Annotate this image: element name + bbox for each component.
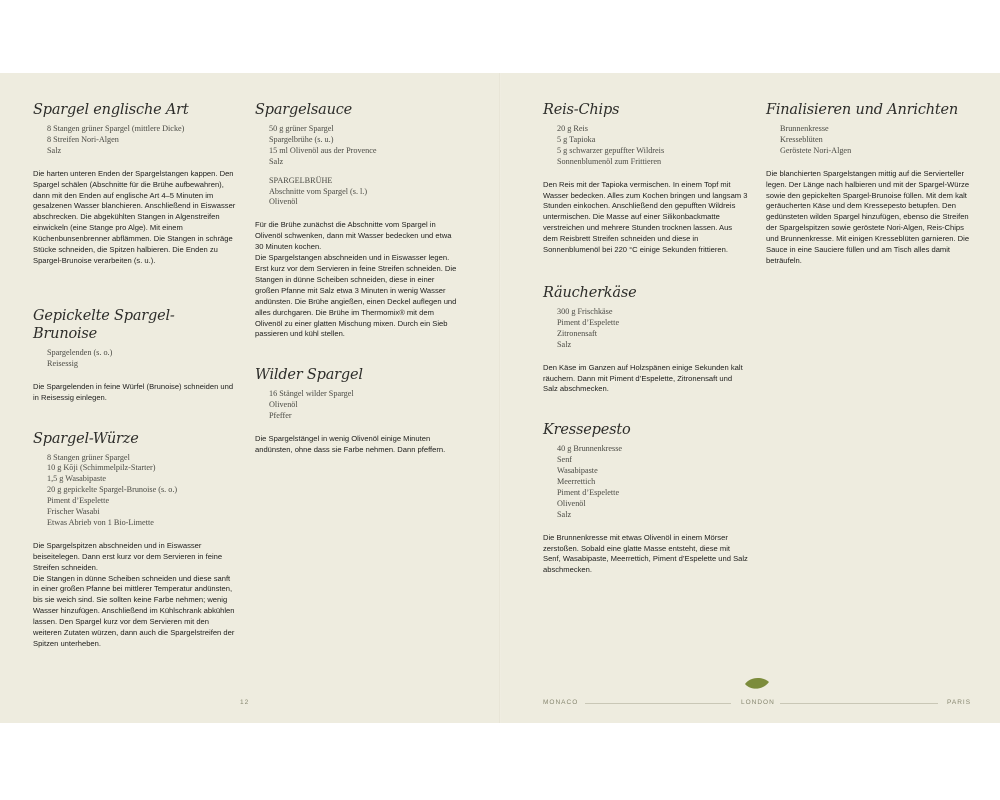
section-spargelsauce <box>255 101 460 340</box>
ingredient: 16 Stängel wilder Spargel <box>269 389 354 399</box>
instructions: Die Spargelenden in feine Würfel (Brunoise) schneiden und in Reisessig einlegen. <box>33 381 234 402</box>
section-title: Reis-Chips <box>543 102 620 118</box>
ingredient: Wasabipaste <box>557 466 598 476</box>
ingredient: Meerrettich <box>557 477 596 487</box>
ingredient: Etwas Abrieb von 1 Bio-Limette <box>47 517 154 527</box>
sub-ingredient-list <box>269 187 460 209</box>
ingredient: Olivenöl <box>557 498 586 508</box>
section-title: Räucherkäse <box>543 284 637 301</box>
sub-heading: SPARGELBRÜHE <box>269 175 333 185</box>
column-2 <box>255 101 460 456</box>
page-gutter <box>499 73 501 723</box>
ingredient: 20 g Reis <box>557 124 588 133</box>
ingredient: Salz <box>269 156 284 166</box>
ingredient: Senf <box>557 455 573 465</box>
ingredient: Salz <box>557 339 572 349</box>
ingredient: 20 g gepickelte Spargel-Brunoise (s. o.) <box>47 485 178 495</box>
section-spargel-wuerze <box>33 430 238 650</box>
ingredient: 8 Stangen grüner Spargel (mittlere Dicke) <box>47 124 185 133</box>
leaf-icon <box>744 676 770 692</box>
ingredient: Salz <box>557 509 572 519</box>
ingredient-list <box>269 389 460 422</box>
ingredient: 50 g grüner Spargel <box>269 124 334 133</box>
footer-london: LONDON <box>741 699 775 706</box>
section-title: Spargel englische Art <box>33 102 189 118</box>
section-wilder-spargel <box>255 366 460 456</box>
section-title: Spargel-Würze <box>33 430 139 447</box>
ingredient: 8 Stangen grüner Spargel <box>47 452 130 462</box>
page-number: 12 <box>240 699 250 706</box>
ingredient-list <box>47 124 238 157</box>
ingredient: Sonnenblumenöl zum Frittieren <box>557 156 662 166</box>
ingredient: Frischer Wasabi <box>47 507 100 517</box>
ingredient-list <box>47 453 238 529</box>
section-gepickelte-brunoise <box>33 307 238 404</box>
instructions: Die harten unteren Enden der Spargelstangen kappen. Den Spargel schälen (Abschnitte für die Brühe aufbewahren), dann mit den Enden auf englische Art 4–5 Minuten im gesalzenen Wasser blanchieren. Anschließend in Eiswasser abschrecken. Die abgekühlten Stangen in Algenstreifen einwickeln (eine Stange pro Alge). Mit einem Küchenbunsenbrenner abflämmen. Die Stangen in schräge Stücke schneiden, die Spitzen halbieren. Die Enden zu Spargel-Brunoise verarbeiten (s. u.). <box>33 168 236 265</box>
ingredient: 15 ml Olivenöl aus der Provence <box>269 145 377 155</box>
ingredient-list <box>269 124 460 168</box>
column-4 <box>766 101 971 267</box>
ingredient: 5 g schwarzer gepuffter Wildreis <box>557 145 665 155</box>
instructions: Die Spargelstängel in wenig Olivenöl einige Minuten andünsten, ohne dass sie Farbe nehmen. Dann pfeffern. <box>255 434 446 454</box>
instructions: Die blanchierten Spargelstangen mittig auf die Servierteller legen. Der Länge nach halbieren und mit der Spargel-Würze sowie den gepickelten Spargel-Brunoise füllen. Mit dem kalt geräucherten Käse und dem Kressepesto betupfen. Den gedünsteten wilden Spargel hinzufügen, ebenso die Streifen der Spargelspitzen sowie geröstete Nori-Algen, Reis-Chips und Brunnenkresse. Mit einigen Kresseblüten garnieren. Die Sauce in eine Sauciere füllen und am Tisch alles damit beträufeln. <box>766 168 970 265</box>
section-title: Kressepesto <box>543 422 631 439</box>
instructions: Den Reis mit der Tapioka vermischen. In einem Topf mit Wasser bedecken. Alles zum Kochen bringen und langsam 3 Stunden einkochen. Anschließend den gepufften Wildreis untermischen. Die Masse auf einer Silikonbackmatte verstreichen und mehrere Stunden trocknen lassen. Aus dem Reisbrett Streifen schneiden und diese in Sonnenblumenöl bei 220 °C einige Sekunden frittieren. <box>543 179 748 255</box>
instructions: Für die Brühe zunächst die Abschnitte vom Spargel in Olivenöl schwenken, dann mit Wasser bedecken und etwa 30 Minuten kochen. Die Spargelstangen abschneiden und in Eiswasser legen. Erst kurz vor dem Servieren in feine Streifen schneiden. Die Stangen in dünne Scheiben schneiden, diese in einer großen Pfanne mit Salz etwa 3 Minuten in wenig Wasser andünsten. Die Brühe angießen, einen Deckel auflegen und alles durchgaren. Die Brühe im Thermomix® mit dem Olivenöl zu einer glatten Mischung mixen. Durch ein Sieb passieren und kühl stellen. <box>255 220 457 339</box>
section-title: Spargelsauce <box>255 102 353 118</box>
section-spargel-englische-art <box>33 101 238 267</box>
ingredient: Geröstete Nori-Algen <box>780 145 852 155</box>
ingredient-list <box>557 307 748 351</box>
ingredient: Zitronensaft <box>557 328 598 338</box>
section-title: Gepickelte Spargel-Brunoise <box>33 307 175 342</box>
section-title: Wilder Spargel <box>255 367 363 384</box>
ingredient: 10 g Kōji (Schimmelpilz-Starter) <box>47 463 156 473</box>
footer-monaco: MONACO <box>543 699 579 706</box>
ingredient: Salz <box>47 145 62 155</box>
footer-paris: PARIS <box>947 699 972 706</box>
section-raeucherkaese <box>543 284 748 395</box>
ingredient: Olivenöl <box>269 197 298 207</box>
instructions: Die Spargelspitzen abschneiden und in Eiswasser beiseitelegen. Dann erst kurz vor dem Servieren in feine Streifen schneiden. Die Stangen in dünne Scheiben schneiden und diese sanft in einer großen Pfanne bei mittlerer Temperatur andünsten, bis sie weich sind. Sie sollten keine Farbe nehmen; wenig Wasser hinzufügen. Anschließend im Kühlschrank abkühlen lassen. Den Spargel kurz vor dem Servieren mit den weiteren Zutaten würzen, dann auch die Spargelstreifen der Spitzen unterheben. <box>33 540 235 648</box>
ingredient-list <box>780 124 971 157</box>
ingredient: Reisessig <box>47 358 78 368</box>
ingredient: 300 g Frischkäse <box>557 306 613 316</box>
ingredient: Brunnenkresse <box>780 124 829 133</box>
ingredient: 8 Streifen Nori-Algen <box>47 134 119 144</box>
footer-rule-left <box>585 703 731 704</box>
ingredient: 5 g Tapioka <box>557 134 596 144</box>
ingredient: Kresseblüten <box>780 134 823 144</box>
ingredient: Olivenöl <box>269 400 298 410</box>
ingredient: 1,5 g Wasabipaste <box>47 474 106 484</box>
instructions: Den Käse im Ganzen auf Holzspänen einige Sekunden kalt räuchern. Dann mit Piment d’Espelette, Zitronensaft und Salz abschmecken. <box>543 362 743 394</box>
ingredient-list <box>47 348 238 370</box>
section-title: Finalisieren und Anrichten <box>766 102 959 118</box>
ingredient: 40 g Brunnenkresse <box>557 444 623 454</box>
ingredient: Spargelbrühe (s. u.) <box>269 134 334 144</box>
footer-rule-right <box>780 703 938 704</box>
instructions: Die Brunnenkresse mit etwas Olivenöl in einem Mörser zerstoßen. Sobald eine glatte Masse entsteht, diese mit Senf, Wasabipaste, Meerrettich, Piment d’Espelette und Salz abschmecken. <box>543 532 748 575</box>
ingredient-list <box>557 124 748 168</box>
ingredient: Piment d’Espelette <box>557 487 620 497</box>
section-finalisieren <box>766 101 971 267</box>
column-1 <box>33 101 238 650</box>
ingredient: Pfeffer <box>269 411 292 421</box>
ingredient: Spargelenden (s. o.) <box>47 347 113 357</box>
ingredient-list <box>557 444 748 520</box>
ingredient: Piment d’Espelette <box>557 317 620 327</box>
ingredient: Piment d’Espelette <box>47 496 110 506</box>
column-3 <box>543 101 748 576</box>
section-reis-chips <box>543 101 748 256</box>
book-spread <box>0 73 1000 723</box>
ingredient: Abschnitte vom Spargel (s. l.) <box>269 186 368 196</box>
section-kressepesto <box>543 421 748 576</box>
